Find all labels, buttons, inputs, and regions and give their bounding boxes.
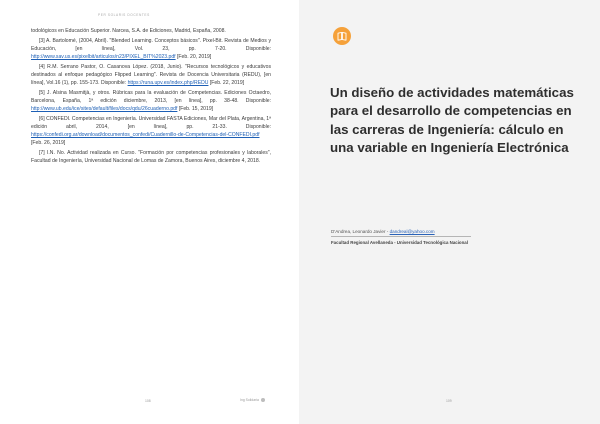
running-header: PER SOLARIS DOCENTES <box>98 13 150 17</box>
page-number-right: 109 <box>446 399 452 403</box>
reference-entry <box>31 37 271 61</box>
author-line <box>331 229 435 234</box>
reference-text: [3] A. Bartolomé, (2004, Abril). "Blended Learning. Conceptos básicos". Pixel-Bit. Revista de Medios y Educación, [en línea], Vol. 23, pp. 7-20. Disponible: <box>31 37 271 52</box>
reference-link[interactable]: https://runa.upv.es/index.php/REDU <box>127 79 209 86</box>
reference-link[interactable]: http://www.ub.edu/ice/sites/default/files/docs/qdu/26cuaderno.pdf <box>31 105 178 112</box>
reference-entry <box>31 27 271 35</box>
reference-text: [5] J. Alsina Masmitjà, y otros. Rúbricas para la evaluación de Competencias. Ediciones Octaedro, Barcelona, España, 1ª edición diciembre, 2013, [en línea], pp. 38-48. Disponible: <box>31 89 271 104</box>
reference-text: [6] CONFEDI. Competencias en Ingeniería. Universidad FASTA Ediciones, Mar del Plata, Argentina, 1ª edición abril, 2014, [en línea], pp. 21-33. Disponible: <box>31 115 271 130</box>
reference-text: todológicos en Educación Superior. Narcea, S.A. de Ediciones, Madrid, España, 2008. <box>31 28 226 34</box>
right-page <box>299 0 600 424</box>
reference-text: [7] I.N. No. Actividad realizada en Curso. "Formación por competencias profesionales y laborales", Facultad de Ingeniería, Universidad Nacional de Lomas de Zamora, Buenos Aires, diciembre 4, 2018. <box>31 149 271 164</box>
brand-logo-icon <box>261 398 265 402</box>
footer-brand <box>240 398 265 402</box>
page-number-left: 108 <box>145 399 151 403</box>
reference-entry <box>31 63 271 87</box>
reference-link[interactable]: http://www.sav.us.es/pixelbit/articulos/n23/PIXEL_BIT%2023.pdf <box>31 53 176 60</box>
reference-text: [Feb. 20, 2019] <box>175 53 212 60</box>
left-page <box>0 0 299 424</box>
reference-entry <box>31 115 271 147</box>
references-list <box>31 27 271 167</box>
author-affiliation: Facultad Regional Avellaneda - Universidad Tecnológica Nacional <box>331 240 468 245</box>
reference-link[interactable]: https://confedi.org.ar/download/documentos_confedi/Cuadernillo-de-Competencias-del-CONFEDI.pdf <box>31 131 260 138</box>
reference-text: [Feb. 22, 2019] <box>208 79 245 86</box>
byline-divider <box>331 236 471 237</box>
article-title: Un diseño de actividades matemáticas para el desarrollo de competencias en las carreras de Ingeniería: cálculo en una variable en Ingeniería Electrónica <box>330 85 574 156</box>
reference-text: [Feb. 15, 2019] <box>177 105 214 112</box>
reference-entry <box>31 89 271 113</box>
author-name: D'Andrea, Leonardo Javier - <box>331 229 390 234</box>
author-email-link[interactable]: dandreal@yahoo.com <box>389 229 435 234</box>
book-icon <box>333 27 351 45</box>
reference-entry <box>31 149 271 165</box>
reference-text: [4] R.M. Serrano Pastor, O. Casanova López. (2018, Junio). "Recursos tecnológicos y educativos destinados al enfoque pedagógico Flipped Learning". Revista de Docencia Universitaria (REDU), [en línea], Vol.16 (1), pp. 155-173. Disponible: <box>31 63 271 86</box>
reference-text: [Feb. 26, 2019] <box>31 139 66 146</box>
footer-brand-text: Ing Solidaria <box>240 398 259 402</box>
